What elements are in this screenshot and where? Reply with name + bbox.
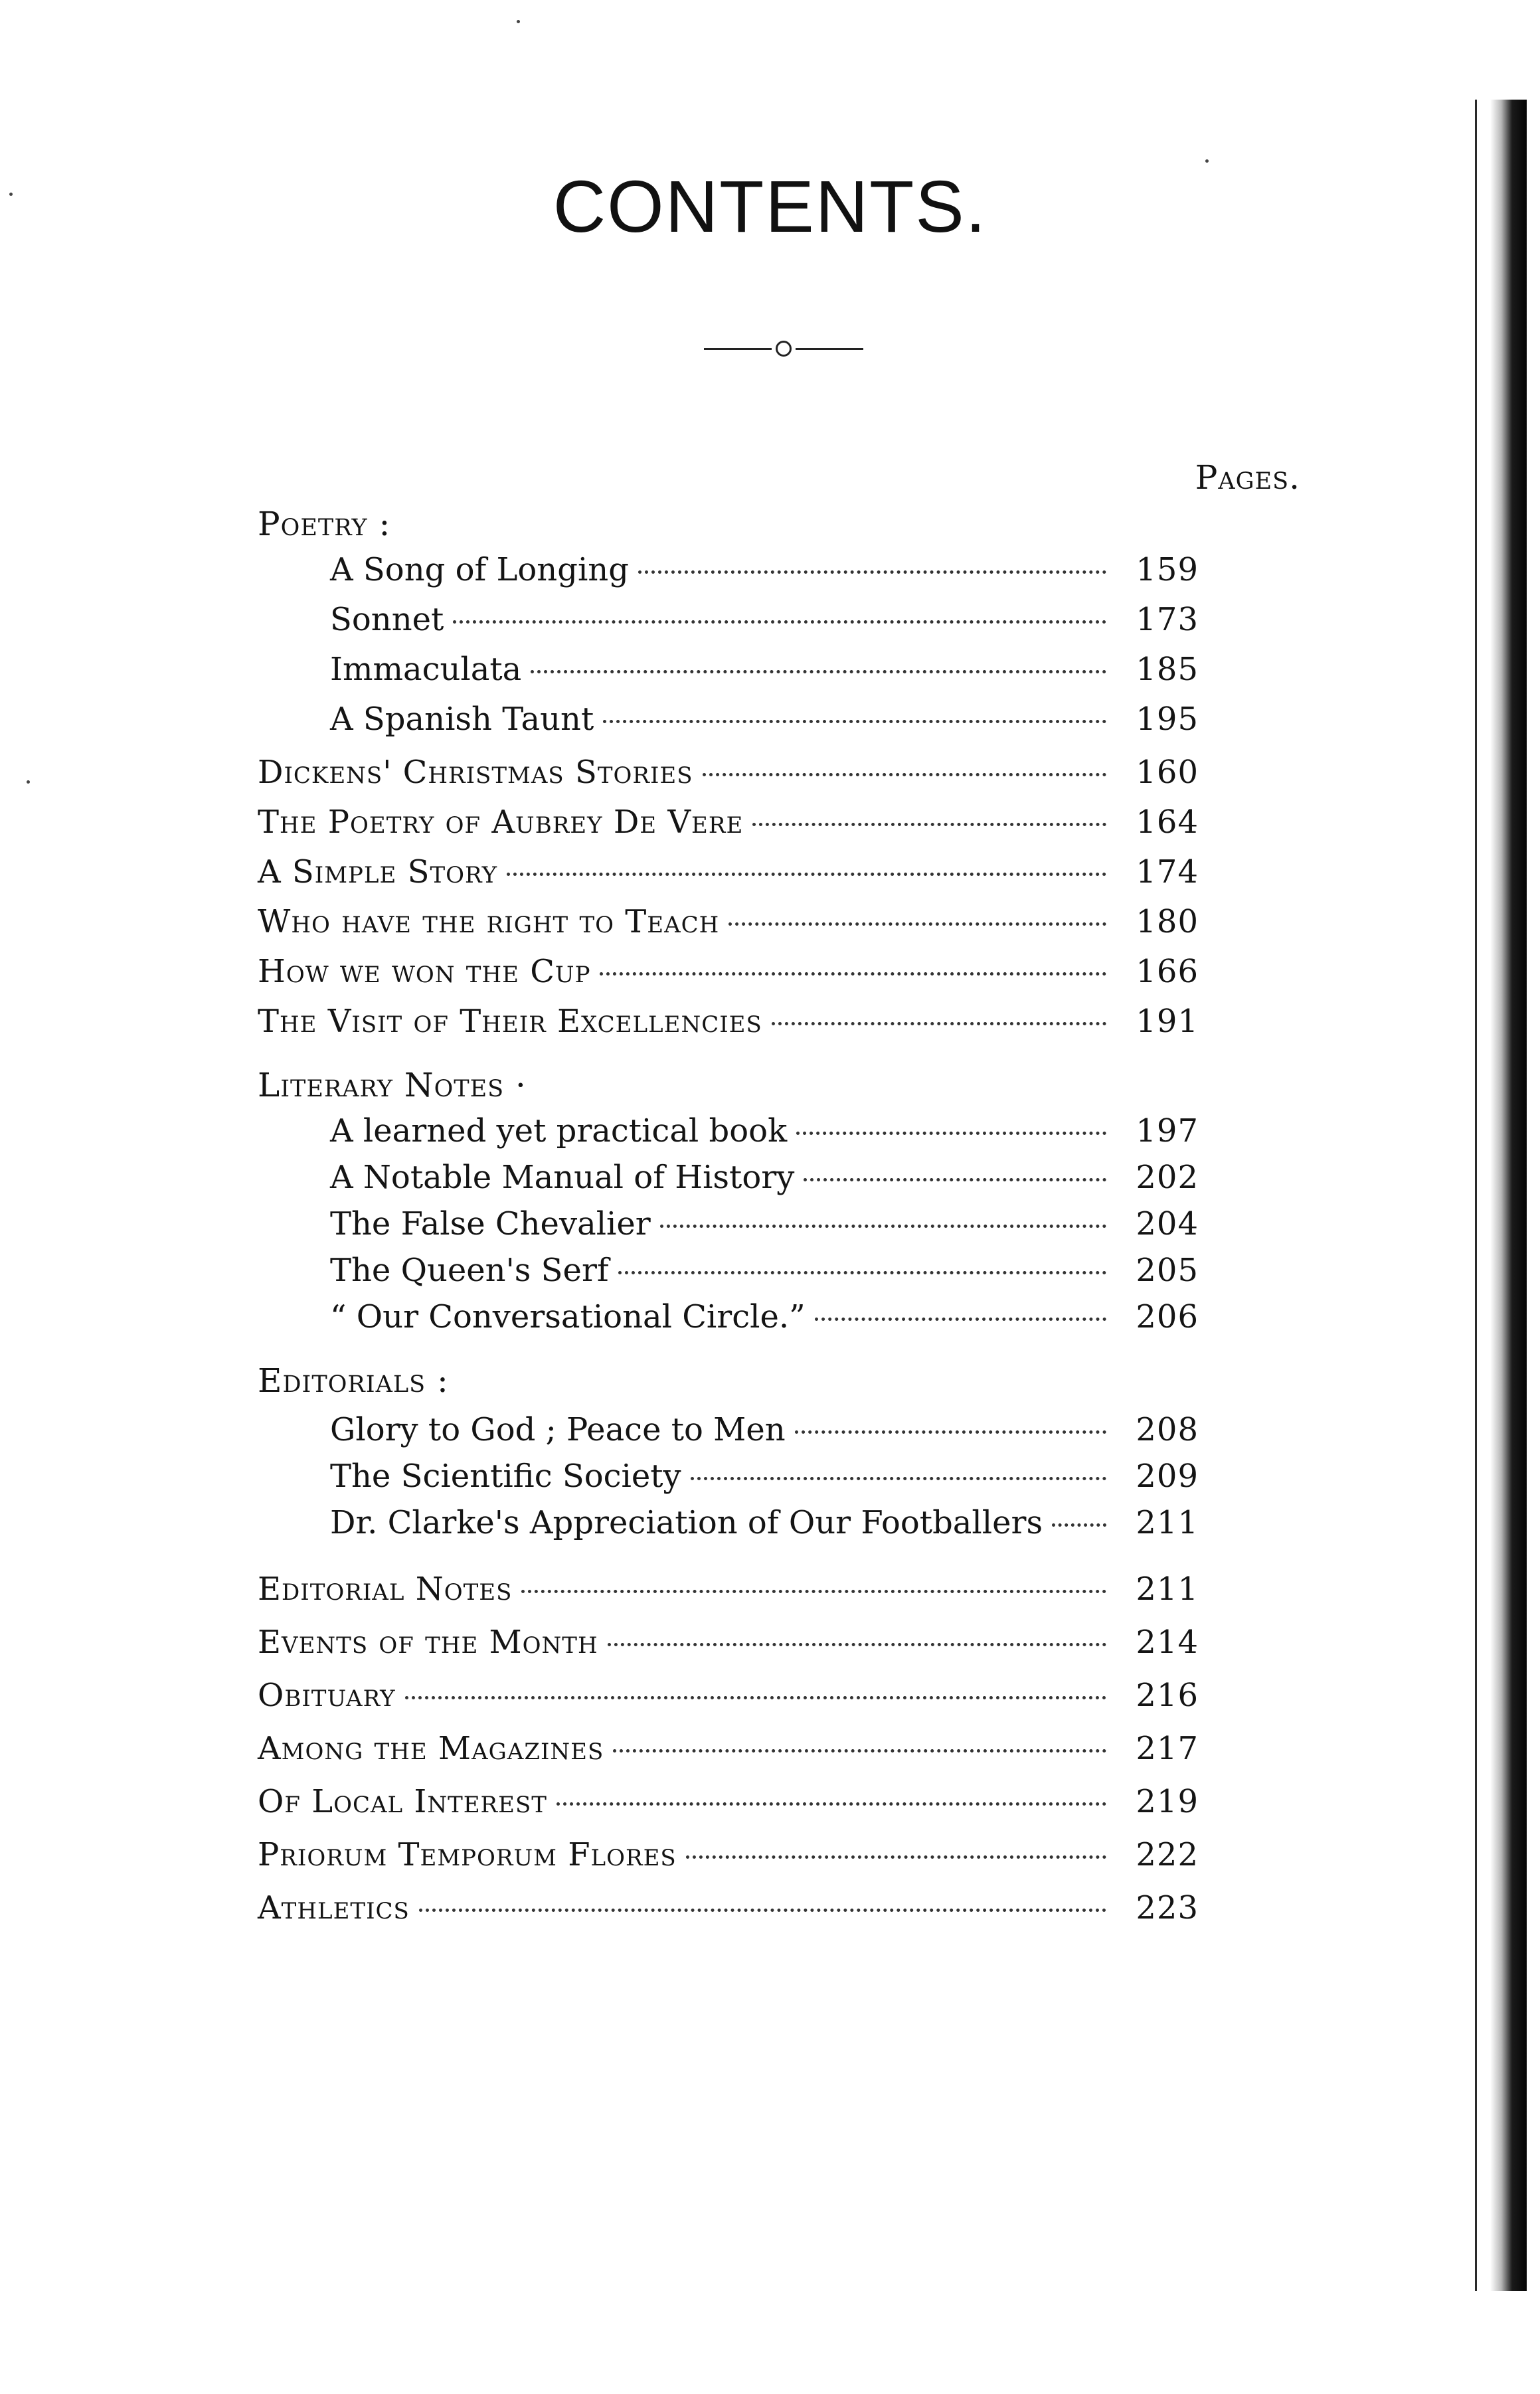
entry-page: 211	[1136, 1571, 1199, 1608]
scan-speck	[27, 780, 30, 784]
dot-leader	[660, 1225, 1106, 1228]
entry-page: 159	[1136, 551, 1199, 588]
entry-title: A learned yet practical book	[330, 1112, 788, 1150]
dot-leader	[815, 1318, 1106, 1321]
scan-speck	[517, 20, 520, 23]
entry-page: 180	[1136, 903, 1199, 940]
dot-leader	[405, 1696, 1106, 1699]
toc-entry[interactable]	[258, 1624, 1199, 1671]
dot-leader	[691, 1477, 1106, 1480]
toc-entry[interactable]	[330, 651, 1199, 699]
entry-title: Glory to God ; Peace to Men	[330, 1411, 786, 1448]
section-heading-literary-notes: Literary Notes ·	[258, 1066, 527, 1104]
scan-speck	[1205, 159, 1209, 163]
entry-title: How we won the Cup	[258, 953, 591, 990]
pages-column-label: Pages.	[1195, 458, 1300, 497]
scan-speck	[9, 193, 13, 196]
toc-entry[interactable]	[258, 853, 1199, 901]
entry-title: Events of the Month	[258, 1624, 598, 1661]
dot-leader	[453, 620, 1106, 624]
entry-page: 214	[1136, 1624, 1199, 1661]
toc-entry[interactable]	[330, 1504, 1199, 1552]
entry-page: 166	[1136, 953, 1199, 990]
entry-page: 174	[1136, 853, 1199, 891]
entry-page: 217	[1136, 1730, 1199, 1767]
toc-entry[interactable]	[330, 1205, 1199, 1253]
entry-page: 160	[1136, 754, 1199, 791]
entry-title: A Spanish Taunt	[330, 701, 594, 738]
dot-leader	[556, 1802, 1106, 1806]
dot-leader	[686, 1855, 1106, 1859]
toc-entry[interactable]	[258, 1783, 1199, 1831]
entry-page: 204	[1136, 1205, 1199, 1242]
entry-title: Who have the right to Teach	[258, 903, 720, 940]
dot-leader	[1052, 1523, 1106, 1527]
section-heading-poetry: Poetry :	[258, 505, 391, 543]
entry-title: A Simple Story	[258, 853, 498, 891]
entry-page: 197	[1136, 1112, 1199, 1150]
toc-entry[interactable]	[330, 601, 1199, 649]
page-edge-line	[1475, 100, 1477, 2291]
entry-page: 222	[1136, 1836, 1199, 1873]
entry-title: A Notable Manual of History	[330, 1159, 795, 1196]
entry-page: 223	[1136, 1889, 1199, 1926]
entry-page: 219	[1136, 1783, 1199, 1820]
dot-leader	[703, 773, 1106, 776]
dot-leader	[507, 873, 1106, 876]
entry-title: Priorum Temporum Flores	[258, 1836, 677, 1873]
dot-leader	[638, 570, 1106, 574]
dot-leader	[531, 670, 1106, 673]
entry-page: 185	[1136, 651, 1199, 688]
dot-leader	[752, 823, 1106, 826]
toc-entry[interactable]	[258, 1730, 1199, 1778]
entry-title: Of Local Interest	[258, 1783, 547, 1820]
entry-title: Dickens' Christmas Stories	[258, 754, 693, 791]
entry-page: 164	[1136, 804, 1199, 841]
entry-title: The Visit of Their Excellencies	[258, 1003, 762, 1040]
entry-title: Editorial Notes	[258, 1571, 513, 1608]
toc-entry[interactable]	[330, 1159, 1199, 1207]
entry-page: 205	[1136, 1252, 1199, 1289]
dot-leader	[728, 922, 1106, 926]
entry-page: 211	[1136, 1504, 1199, 1541]
dot-leader	[804, 1178, 1106, 1181]
entry-page: 208	[1136, 1411, 1199, 1448]
dot-leader	[521, 1590, 1106, 1593]
entry-page: 195	[1136, 701, 1199, 738]
entry-title: The Queen's Serf	[330, 1252, 609, 1289]
toc-entry[interactable]	[330, 551, 1199, 599]
dot-leader	[772, 1022, 1106, 1025]
entry-page: 209	[1136, 1458, 1199, 1495]
entry-title: The False Chevalier	[330, 1205, 651, 1242]
entry-page: 216	[1136, 1677, 1199, 1714]
toc-entry[interactable]	[258, 1571, 1199, 1618]
dot-leader	[608, 1643, 1106, 1646]
toc-entry[interactable]	[330, 1112, 1199, 1160]
toc-entry[interactable]	[258, 1003, 1199, 1051]
toc-entry[interactable]	[330, 1458, 1199, 1505]
entry-title: Immaculata	[330, 651, 522, 688]
dot-leader	[603, 720, 1106, 723]
entry-title: Sonnet	[330, 601, 444, 638]
dot-leader	[419, 1909, 1106, 1912]
page-edge-shadow	[1490, 100, 1527, 2291]
dot-leader	[600, 972, 1106, 976]
dot-leader	[618, 1271, 1106, 1274]
entry-title: “ Our Conversational Circle.”	[330, 1298, 806, 1335]
dot-leader	[796, 1132, 1106, 1135]
toc-entry[interactable]	[330, 1298, 1199, 1346]
entry-title: Among the Magazines	[258, 1730, 604, 1767]
toc-entry[interactable]	[258, 1677, 1199, 1725]
toc-entry[interactable]	[330, 1411, 1199, 1459]
dot-leader	[613, 1749, 1106, 1753]
toc-entry[interactable]	[258, 903, 1199, 951]
page-title: CONTENTS.	[553, 166, 987, 248]
entry-title: Obituary	[258, 1677, 396, 1714]
entry-title: Athletics	[258, 1889, 410, 1926]
toc-entry[interactable]	[258, 1889, 1199, 1937]
toc-entry[interactable]	[258, 1836, 1199, 1884]
toc-entry[interactable]	[258, 754, 1199, 802]
toc-entry[interactable]	[330, 701, 1199, 748]
entry-title: A Song of Longing	[330, 551, 629, 588]
toc-entry[interactable]	[330, 1252, 1199, 1300]
dot-leader	[795, 1430, 1106, 1434]
toc-entry[interactable]	[258, 804, 1199, 851]
entry-title: Dr. Clarke's Appreciation of Our Footballers	[330, 1504, 1043, 1541]
entry-title: The Poetry of Aubrey De Vere	[258, 804, 744, 841]
section-heading-editorials: Editorials :	[258, 1361, 449, 1400]
entry-title: The Scientific Society	[330, 1458, 681, 1495]
toc-entry[interactable]	[258, 953, 1199, 1001]
entry-page: 173	[1136, 601, 1199, 638]
entry-page: 202	[1136, 1159, 1199, 1196]
entry-page: 206	[1136, 1298, 1199, 1335]
entry-page: 191	[1136, 1003, 1199, 1040]
